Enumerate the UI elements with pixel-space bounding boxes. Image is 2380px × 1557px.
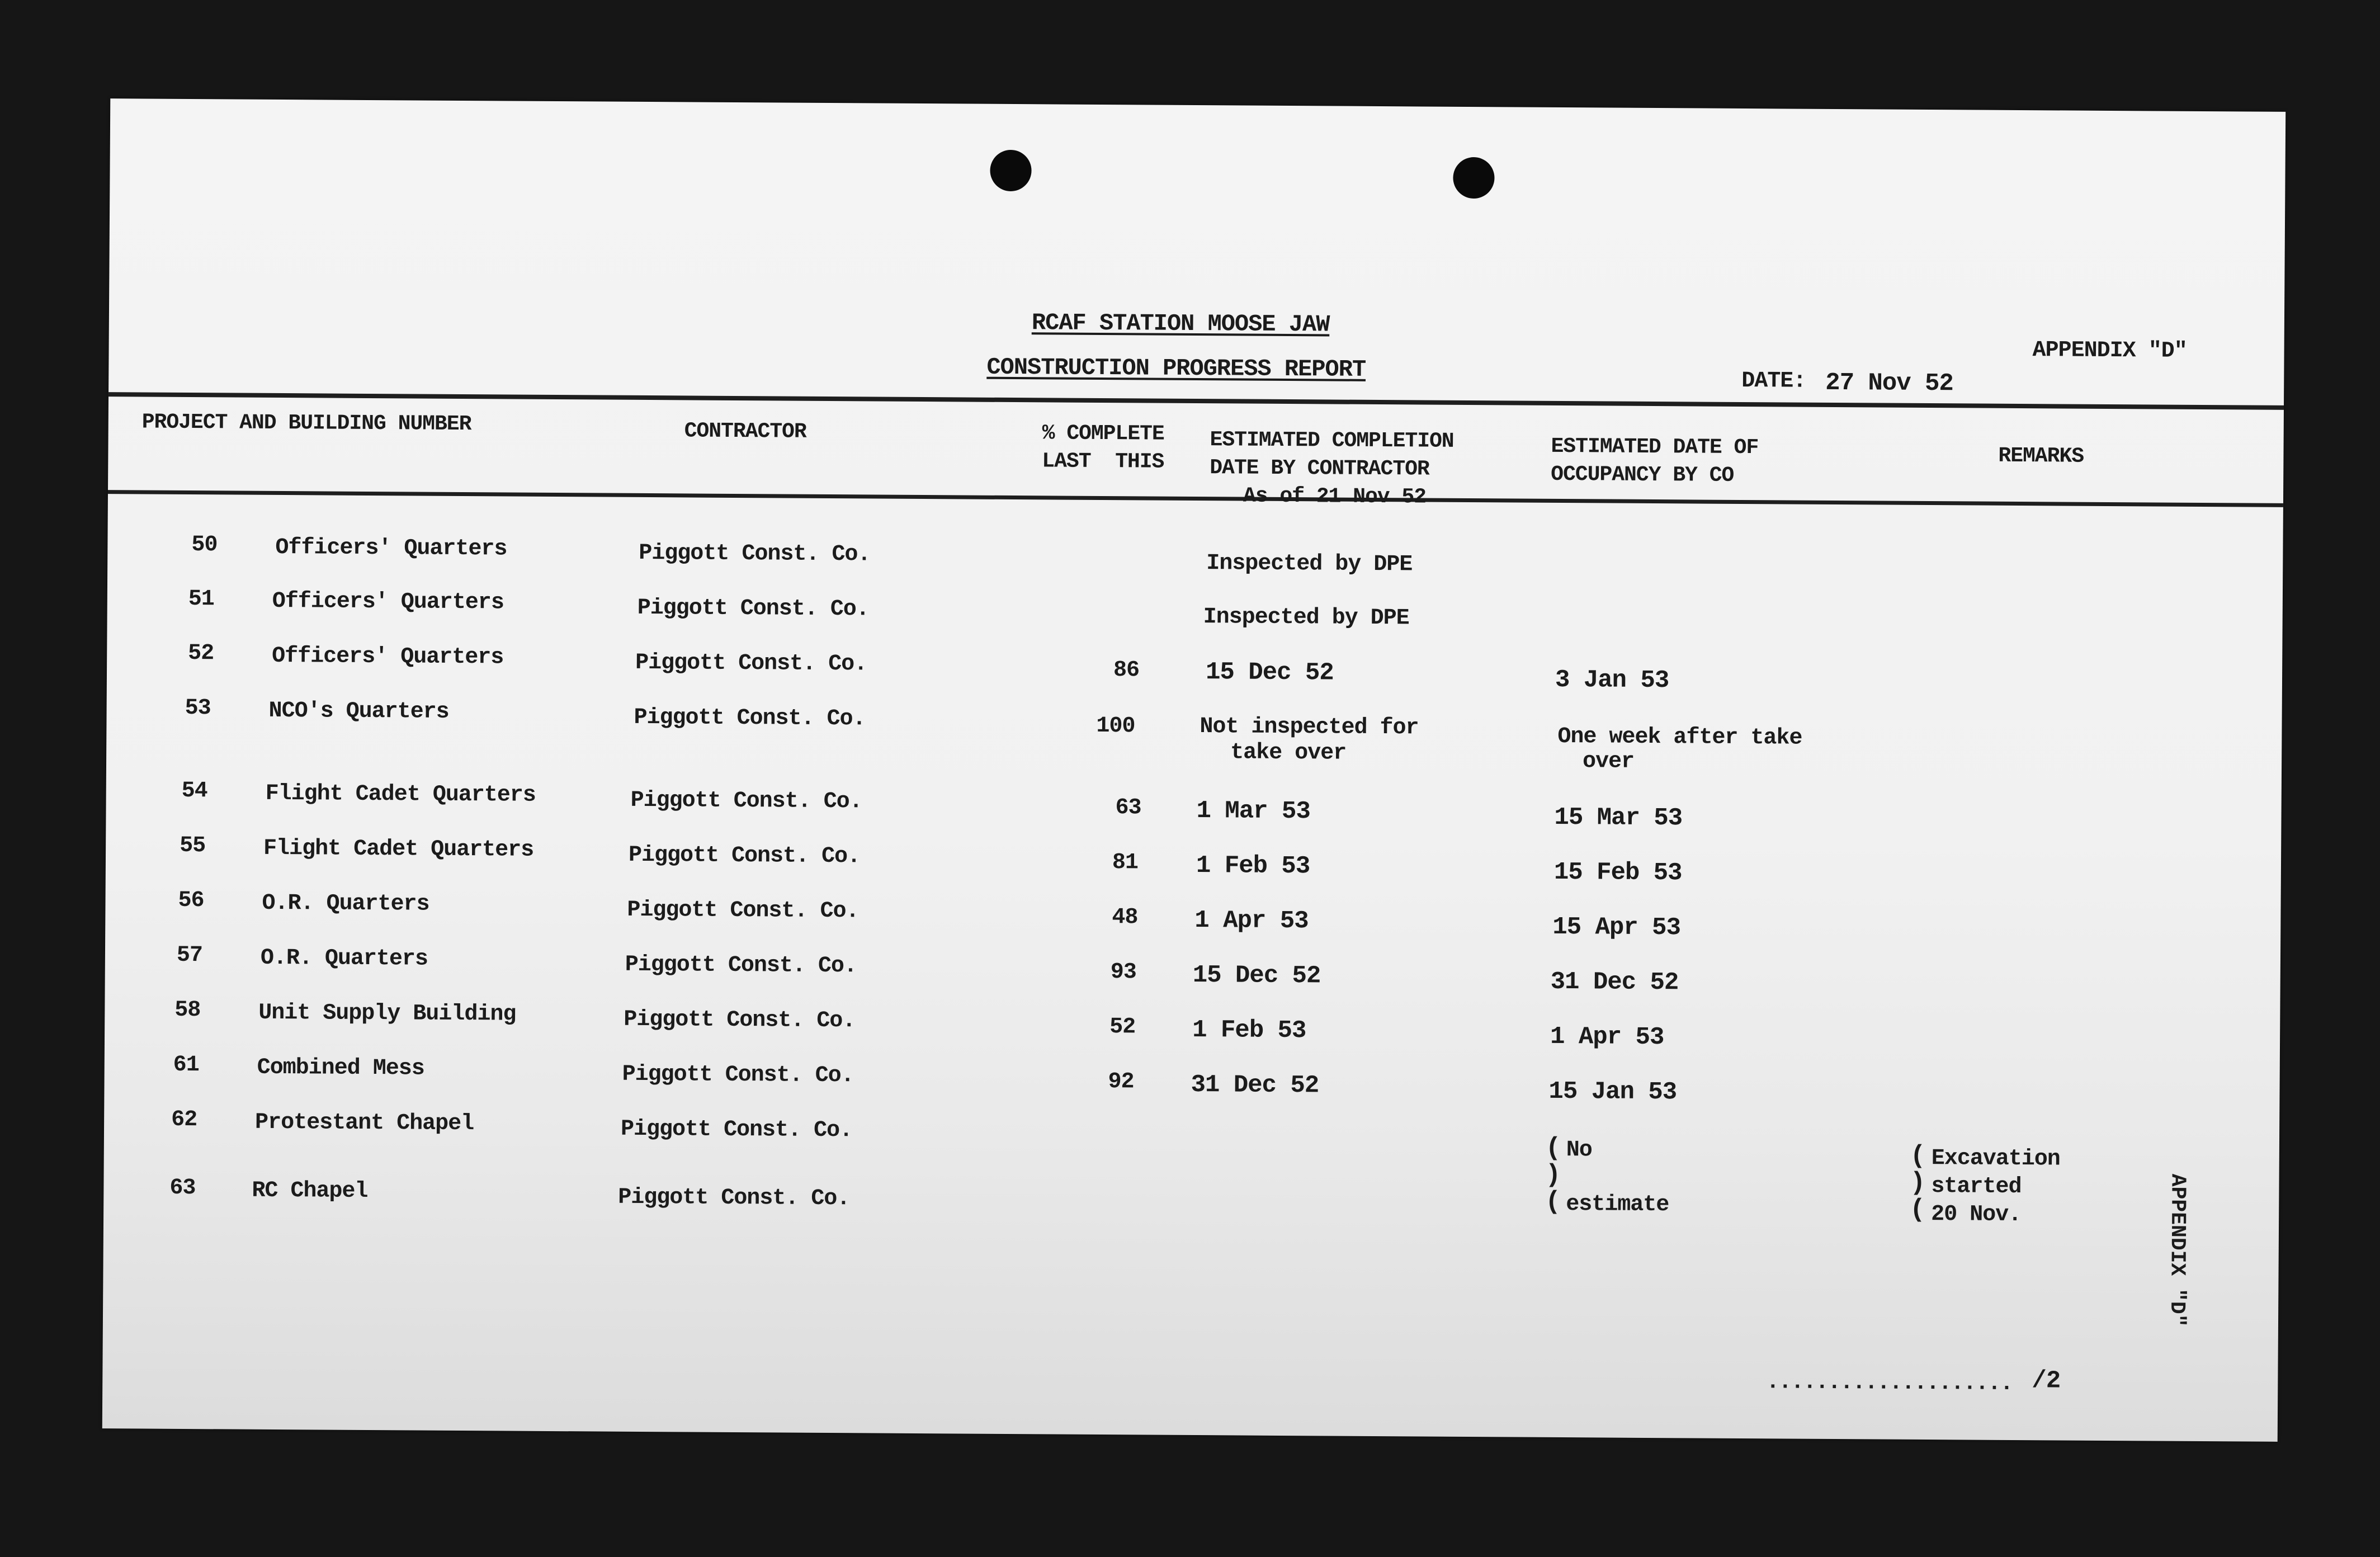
brace-open-top: ( xyxy=(1910,1141,1925,1171)
estimated-occupancy: 15 Feb 53 xyxy=(1553,858,1682,888)
estimated-completion-cont: take over xyxy=(1230,740,1347,766)
building-number: 54 xyxy=(181,778,207,804)
brace-open-bottom: ( xyxy=(1545,1187,1561,1217)
remarks-line-1: Excavation xyxy=(1931,1146,2060,1172)
estimated-occupancy-cont: over xyxy=(1582,749,1635,775)
estimated-occupancy: 15 Jan 53 xyxy=(1548,1077,1677,1107)
column-header-estimated-2: DATE BY CONTRACTOR xyxy=(1210,456,1429,482)
document-page xyxy=(102,98,2285,1442)
percent-complete: 81 xyxy=(1112,850,1139,876)
contractor-name: Piggott Const. Co. xyxy=(620,1116,853,1144)
remarks-line-3: 20 Nov. xyxy=(1931,1202,2022,1228)
building-number: 58 xyxy=(174,997,201,1023)
contractor-name: Piggott Const. Co. xyxy=(618,1185,850,1212)
percent-complete: 52 xyxy=(1109,1015,1136,1040)
building-name: RC Chapel xyxy=(252,1178,368,1204)
column-header-occupancy-2: OCCUPANCY BY CO xyxy=(1551,462,1734,488)
estimated-completion: 15 Dec 52 xyxy=(1205,658,1334,687)
building-number: 61 xyxy=(173,1052,199,1078)
building-name: Unit Supply Building xyxy=(258,1000,516,1027)
estimated-occupancy: 1 Apr 53 xyxy=(1550,1022,1664,1052)
estimated-completion: Not inspected for xyxy=(1200,714,1419,741)
side-appendix-label: APPENDIX "D" xyxy=(2164,1173,2190,1327)
column-header-percent-2: LAST THIS xyxy=(1042,449,1164,474)
date-value: 27 Nov 52 xyxy=(1825,369,1954,398)
estimated-completion: Inspected by DPE xyxy=(1203,605,1409,631)
percent-complete: 92 xyxy=(1108,1069,1134,1095)
building-number: 62 xyxy=(171,1107,197,1133)
column-header-project: PROJECT AND BUILDING NUMBER xyxy=(141,410,471,437)
estimated-occupancy: 3 Jan 53 xyxy=(1555,666,1669,695)
remarks-line-2: started xyxy=(1931,1174,2022,1200)
contractor-name: Piggott Const. Co. xyxy=(628,842,861,870)
building-number: 50 xyxy=(191,532,218,558)
punch-hole-right xyxy=(1453,157,1494,199)
building-name: Flight Cadet Quarters xyxy=(265,781,536,808)
column-header-contractor: CONTRACTOR xyxy=(684,419,806,444)
percent-complete: 63 xyxy=(1115,795,1141,821)
column-header-estimated-1: ESTIMATED COMPLETION xyxy=(1210,428,1454,454)
estimated-completion: 31 Dec 52 xyxy=(1191,1070,1319,1100)
contractor-name: Piggott Const. Co. xyxy=(637,595,869,622)
column-header-remarks: REMARKS xyxy=(1998,443,2084,469)
building-number: 56 xyxy=(178,888,204,914)
estimated-occupancy: 31 Dec 52 xyxy=(1550,968,1679,997)
contractor-name: Piggott Const. Co. xyxy=(622,1061,854,1089)
building-name: O.R. Quarters xyxy=(262,890,429,917)
building-name: Officers' Quarters xyxy=(272,643,504,671)
contractor-name: Piggott Const. Co. xyxy=(639,540,871,568)
continuation-dots: .................... xyxy=(1766,1370,2013,1396)
appendix-label: APPENDIX "D" xyxy=(2032,338,2187,364)
percent-complete: 86 xyxy=(1113,658,1140,683)
building-name: Protestant Chapel xyxy=(254,1110,474,1137)
building-name: Flight Cadet Quarters xyxy=(263,836,534,863)
report-title: CONSTRUCTION PROGRESS REPORT xyxy=(986,353,1366,383)
building-name: Officers' Quarters xyxy=(275,535,507,562)
brace-mid: ) xyxy=(1910,1168,1925,1197)
contractor-name: Piggott Const. Co. xyxy=(635,650,867,677)
occupancy-estimate: estimate xyxy=(1566,1192,1669,1218)
building-name: Officers' Quarters xyxy=(272,588,504,616)
brace-open-bottom: ( xyxy=(1910,1195,1925,1224)
estimated-occupancy: One week after take xyxy=(1557,724,1802,751)
building-number: 57 xyxy=(176,942,203,969)
page-continuation: /2 xyxy=(2032,1367,2061,1395)
report-station-title: RCAF STATION MOOSE JAW xyxy=(1031,309,1330,338)
percent-complete: 93 xyxy=(1110,960,1136,985)
estimated-completion: 1 Apr 53 xyxy=(1194,907,1309,936)
building-number: 55 xyxy=(180,833,206,859)
building-number: 52 xyxy=(188,641,214,667)
estimated-completion: 1 Mar 53 xyxy=(1196,797,1310,826)
header-rule-bottom xyxy=(108,490,2283,507)
punch-hole-left xyxy=(990,150,1031,191)
header-rule-top xyxy=(108,392,2284,410)
estimated-completion: 1 Feb 53 xyxy=(1192,1016,1306,1045)
percent-complete: 100 xyxy=(1096,713,1135,739)
building-number: 51 xyxy=(188,587,214,612)
percent-complete: 48 xyxy=(1112,905,1138,931)
building-name: Combined Mess xyxy=(257,1055,424,1082)
estimated-completion: 15 Dec 52 xyxy=(1192,961,1321,990)
date-label: DATE: xyxy=(1741,368,1806,394)
estimated-completion: Inspected by DPE xyxy=(1206,551,1413,578)
building-number: 63 xyxy=(169,1175,196,1201)
brace-open-top: ( xyxy=(1545,1133,1561,1163)
estimated-occupancy: 15 Apr 53 xyxy=(1552,913,1681,942)
brace-mid: ) xyxy=(1545,1160,1561,1190)
estimated-occupancy: 15 Mar 53 xyxy=(1554,803,1683,833)
column-header-occupancy-1: ESTIMATED DATE OF xyxy=(1551,434,1759,460)
estimated-completion: 1 Feb 53 xyxy=(1196,852,1310,881)
contractor-name: Piggott Const. Co. xyxy=(634,705,866,732)
contractor-name: Piggott Const. Co. xyxy=(627,897,859,924)
contractor-name: Piggott Const. Co. xyxy=(630,787,862,815)
occupancy-no: No xyxy=(1566,1138,1593,1163)
building-name: O.R. Quarters xyxy=(260,945,428,972)
building-number: 53 xyxy=(185,695,211,721)
column-header-percent-1: % COMPLETE xyxy=(1042,421,1164,446)
contractor-name: Piggott Const. Co. xyxy=(624,1007,856,1034)
contractor-name: Piggott Const. Co. xyxy=(625,952,857,979)
building-name: NCO's Quarters xyxy=(268,698,449,725)
column-header-estimated-3: As of 21 Nov 52 xyxy=(1243,484,1427,509)
